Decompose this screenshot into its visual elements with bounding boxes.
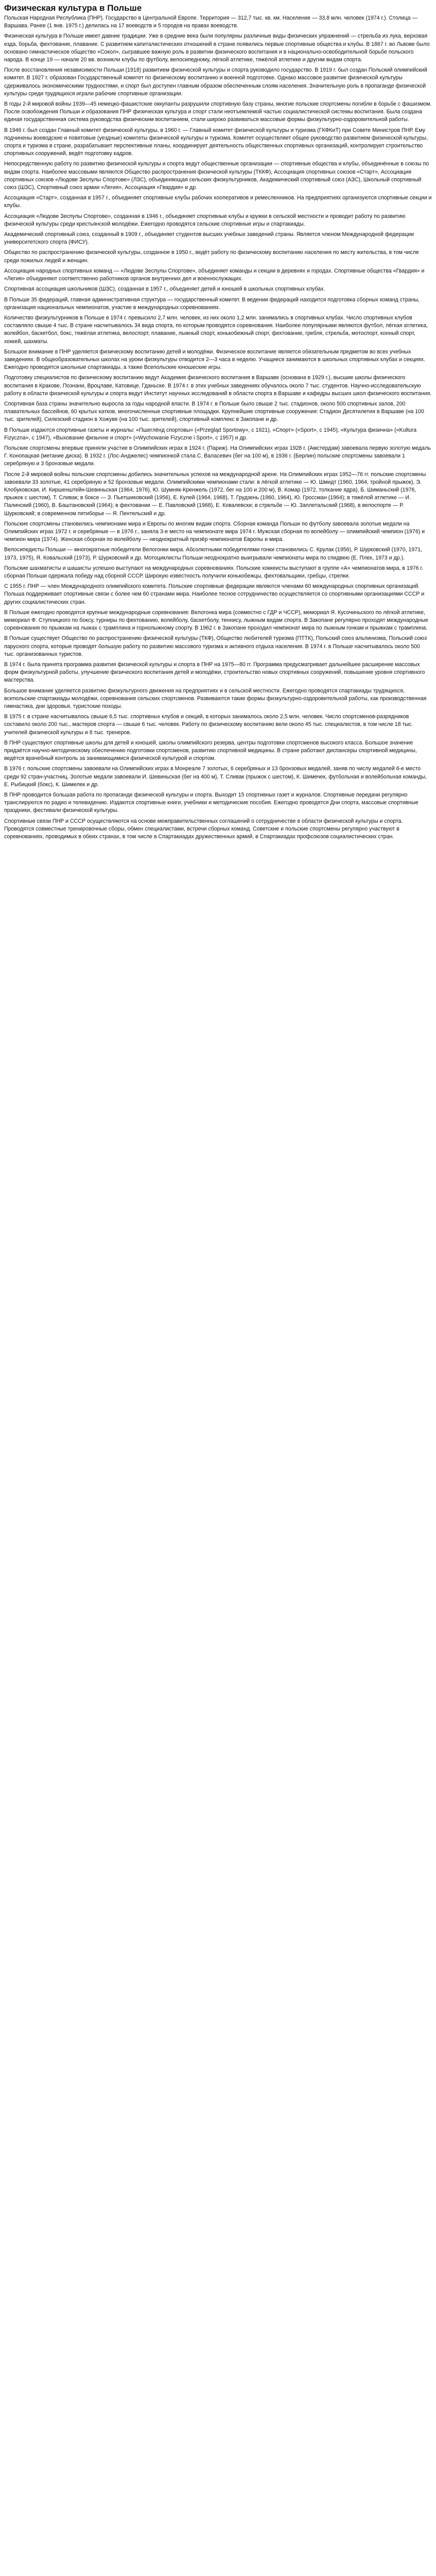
article-paragraph: В 1974 г. была принята программа развития физической культуры и спорта в ПНР на 1975—80 гг. Программа предусматривает дальнейшее расширение массовых форм физкультурной работы, улучшение физического воспитания детей и молодёжи, строительство новых спортивных сооружений, повышение уровня спортивного мастерства.	[4, 662, 425, 684]
article-paragraph: В Польше существует Общество по распространению физической культуры (ТКФ), Общество любителей туризма (ПТТК), Польский союз альпинизма, Польский союз парусного спорта, которые проводят большую работу по развитию массового туризма и активного отдыха населения. В 1974 г. в Польше насчитывалось около 500 тыс. организованных туристов.	[4, 635, 427, 657]
article-paragraph: В 1976 г. польские спортсмены завоевали на Олимпийских играх в Монреале 7 золотых, 6 серебряных и 13 бронзовых медалей, заняв по числу медалей 6-е место среди 92 стран-участниц. Золотые медали завоевали И. Шевиньская (бег на 400 м), Т. Сливак (прыжок с шестом), К. Шимечек, футбольная и волейбольная команды, Е. Рыбицкий (бокс), К. Шимелек и др.	[4, 766, 427, 788]
article-paragraph: Физическая культура в Польше имеет давние традиции. Уже в средние века были популярны различные виды физических упражнений — стрельба из лука, верховая езда, борьба, фехтование, плавание. С развитием капиталистических отношений в стране появились первые спортивные общества и клубы. В 1867 г. во Львове было основано гимнастическое общество «Сокол», сыгравшее важную роль в развитии физического воспитания и в национально-освободительной борьбе польского народа. В конце 19 — начале 20 вв. возникли клубы по футболу, велосипедному, лёгкой атлетике, тяжёлой атлетике и другим видам спорта.	[4, 33, 430, 63]
article-paragraph: Польские шахматисты и шашисты успешно выступают на международных соревнованиях. Польские хоккеисты выступают в группе «А» чемпионатов мира, в 1976 г. сборная Польши одержала победу над сборной СССР. Широкую известность получили конькобежцы, фехтовальщики, гребцы, стрелки.	[4, 565, 423, 579]
article-paragraph: Подготовку специалистов по физическому воспитанию ведут Академия физического воспитания в Варшаве (основана в 1929 г.), высшие школы физического воспитания в Кракове, Познани, Вроцлаве, Катовице, Гданьске. В 1974 г. в этих учебных заведениях обучалось около 7 тыс. студентов. Научно-исследовательскую работу в области физической культуры и спорта ведут Институт научных исследований в области спорта в Варшаве и кафедры высших школ физического воспитания.	[4, 375, 432, 397]
article-paragraph: Общество по распространению физической культуры, созданное в 1950 г., ведёт работу по физическому воспитанию населения по месту жительства, в том числе среди пожилых людей и женщин.	[4, 249, 419, 264]
article-paragraph: Непосредственную работу по развитию физической культуры и спорта ведут общественные организации — спортивные общества и клубы, объединённые в союзы по видам спорта. Наиболее массовыми являются Общество распространения физической культуры (ТККФ), Ассоциация спортивных союзов «Старт», Ассоциация спортивных союзов «Людове Зеспулы Спортове» (ЛЗС), объединяющая сельских физкультурников, Академический спортивный союз (АЗС), Школьный спортивный союз (ШЗС), Спортивный союз армии «Легия», Ассоциация «Гвардия» и др.	[4, 161, 429, 191]
article-paragraph: Польские спортсмены становились чемпионами мира и Европы по многим видам спорта. Сборная команда Польши по футболу завоевала золотые медали на Олимпийских играх 1972 г. и серебряные — в 1976 г., заняла 3-е место на чемпионате мира 1974 г. Мужская сборная по волейболу — олимпийский чемпион (1976) и чемпион мира (1974). Женская сборная по волейболу — неоднократный призёр чемпионатов Европы и мира.	[4, 520, 425, 543]
article-paragraph: После 2-й мировой войны польские спортсмены добились значительных успехов на международной арене. На Олимпийских играх 1952—76 гг. польские спортсмены завоевали 33 золотые, 41 серебряную и 52 бронзовые медали. Олимпийскими чемпионами стали: в лёгкой атлетике — Ю. Шмидт (1960, 1964, тройной прыжок), Э. Клобуковская, И. Киршенштейн-Шевиньская (1964, 1976), Ю. Шумняк-Кренжель (1972, бег на 100 и 200 м), В. Комар (1972, толкание ядра), Б. Шиманьский (1976, прыжок с шестом), Т. Сливак; в боксе — З. Пьетшиковский (1956), Е. Кулей (1964, 1968), Т. Грудзень (1960, 1964), Ю. Гроссман (1964); в тяжёлой атлетике — И. Палинский (1960), В. Баштановский (1964); в фехтовании — Е. Павловский (1968), Е. Ковалевски; в стрельбе — Ю. Заплетальский (1968), в велоспорте — Р. Шурковский; в современном пятиборье — Я. Пентельский и др.	[4, 471, 426, 517]
article-paragraph: Ассоциация народных спортивных команд — «Людове Зеспулы Спортове», объединяет команды и секции в деревнях и городах. Спортивные общества «Гвардия» и «Легия» объединяют соответственно работников органов внутренних дел и военнослужащих.	[4, 267, 425, 282]
article-paragraph: Ассоциация «Старт», созданная в 1957 г., объединяет спортивные клубы рабочих кооперативов и ремесленников. На предприятиях организуются спортивные секции и клубы.	[4, 195, 432, 209]
article-paragraph: Большое внимание в ПНР уделяется физическому воспитанию детей и молодёжи. Физическое воспитание является обязательным предметом во всех учебных заведениях. В общеобразовательных школах на уроки физкультуры отводится 2—3 часа в неделю. Учащиеся занимаются в школьных спортивных клубах и секциях. Ежегодно проводятся школьные спартакиады, а также Всепольские юношеские игры.	[4, 348, 425, 371]
article-paragraph: Польская Народная Республика (ПНР). Государство в Центральной Европе. Территория — 312,7 тыс. кв. км. Население — 33,8 млн. человек (1974 г.). Столица — Варшава. Ранее (1 янв. 1975 г.) делилась на 17 воеводств и 5 городов на правах воеводств.	[4, 15, 418, 29]
article-paragraph: В ПНР существуют спортивные школы для детей и юношей, школы олимпийского резерва, центры подготовки спортсменов высокого класса. Большое значение придаётся научно-методическому обеспечению подготовки спортсменов, развитию спортивной медицины. В стране работают диспансеры спортивной медицины, ведётся врачебный контроль за занимающимися физической культурой и спортом.	[4, 739, 417, 762]
article-paragraph: Польские спортсмены впервые приняли участие в Олимпийских играх в 1924 г. (Париж). На Олимпийских играх 1928 г. (Амстердам) завоевала первую золотую медаль Г. Конопацкая (метание диска). В 1932 г. (Лос-Анджелес) чемпионкой стала С. Валасевич (бег на 100 м), в 1936 г. (Берлин) польские спортсмены завоевали 1 серебряную и 3 бронзовые медали.	[4, 445, 431, 467]
article-paragraph: Ассоциация «Людове Зеспулы Спортове», созданная в 1946 г., объединяет спортивные клубы и кружки в сельской местности и проводит работу по развитию физической культуры среди крестьянской молодёжи. Ежегодно проводятся сельские спортивные игры и спартакиады.	[4, 213, 406, 227]
article-body	[4, 14, 432, 841]
article-paragraph: В 1946 г. был создан Главный комитет физической культуры, в 1960 г. — Главный комитет физической культуры и туризма (ГКФКиТ) при Совете Министров ПНР. Ему подчинены воеводские и повятовые (уездные) комитеты физической культуры и туризма. Комитет осуществляет общее руководство развитием физической культуры, спорта и туризма в стране, разрабатывает перспективные планы, координирует деятельность общественных спортивных организаций, контролирует строительство спортивных сооружений, ведёт подготовку кадров.	[4, 127, 428, 157]
article-paragraph: В Польше 35 федераций, главная административная структура — государственный комитет. В ведении федераций находится подготовка сборных команд страны, организация национальных чемпионатов, участие в международных соревнованиях.	[4, 296, 420, 311]
article-paragraph: В Польше издаются спортивные газеты и журналы: «Пшеглёнд спортовы» («Przegląd Sportowy», с 1921), «Спорт» («Sport», с 1945), «Культура физична» («Kultura Fizyczna», с 1947), «Выхование физычне и спорт» («Wychowanie Fizyczne i Sport», с 1957) и др.	[4, 427, 417, 441]
article-paragraph: С 1955 г. ПНР — член Международного олимпийского комитета. Польские спортивные федерации являются членами 60 международных спортивных организаций. Польша поддерживает спортивные связи с более чем 60 странами мира. Наиболее тесное сотрудничество осуществляется со спортивными организациями СССР и других социалистических стран.	[4, 583, 425, 605]
article-paragraph: Спортивная ассоциация школьников (ШЗС), созданная в 1957 г., объединяет детей и юношей в школьных спортивных клубах.	[4, 286, 325, 293]
article-paragraph: В ПНР проводится большая работа по пропаганде физической культуры и спорта. Выходит 15 спортивных газет и журналов. Спортивные передачи регулярно транслируются по радио и телевидению. Издаются спортивные книги, учебники и методические пособия. Ежегодно проводятся Дни спорта, массовые спортивные праздники, фестивали физической культуры.	[4, 792, 418, 814]
article-paragraph: В годы 2-й мировой войны 1939—45 немецко-фашистские оккупанты разрушили спортивную базу страны, многие польские спортсмены погибли в борьбе с фашизмом. После освобождения Польши и образования ПНР физическая культура и спорт стали неотъемлемой частью социалистической системы воспитания. Была создана единая государственная система руководства физическим воспитанием, стали широко развиваться массовые формы физкультурно-оздоровительной работы.	[4, 101, 432, 123]
article-paragraph: В Польше ежегодно проводятся крупные международные соревнования: Велогонка мира (совместно с ГДР и ЧССР), мемориал Я. Кусочиньского по лёгкой атлетике, мемориал Ф. Ступницкого по боксу, турниры по фехтованию, волейболу, баскетболу, теннису, лыжным видам спорта. В Закопане регулярно проходят международные соревнования по прыжкам на лыжах с трамплина и горнолыжному спорту. В 1962 г. в Закопане проходил чемпионат мира по лыжным гонкам и прыжкам с трамплина.	[4, 609, 428, 632]
article-paragraph: В 1975 г. в стране насчитывалось свыше 6,5 тыс. спортивных клубов и секций, в которых занималось около 2,5 млн. человек. Число спортсменов-разрядников составило около 200 тыс., мастеров спорта — свыше 6 тыс. человек. Работу по физическому воспитанию вели около 45 тыс. специалистов, в том числе 18 тыс. учителей физической культуры и 8 тыс. тренеров.	[4, 714, 413, 736]
article-paragraph: Большое внимание уделяется развитию физкультурного движения на предприятиях и в сельской местности. Ежегодно проводятся спартакиады трудящихся, всепольские спартакиады молодёжи, соревнования сельских спортсменов. Развиваются такие формы физкультурно-оздоровительной работы, как производственная гимнастика, дни здоровья, туристские походы.	[4, 687, 427, 710]
article-paragraph: Количество физкультурников в Польше в 1974 г. превысило 2,7 млн. человек, из них около 1,2 млн. занимались в спортивных клубах. Число спортивных клубов составляло свыше 4 тыс. В стране насчитывалось 34 вида спорта, по которым проводятся соревнования. Наиболее популярными являются футбол, лёгкая атлетика, волейбол, баскетбол, бокс, тяжёлая атлетика, велоспорт, плавание, лыжный спорт, конькобежный спорт, фехтование, гребля, стрельба, мотоспорт, конный спорт, хоккей, шахматы.	[4, 314, 428, 345]
article-paragraph: После восстановления независимости Польши (1918) развитием физической культуры и спорта руководило государство. В 1919 г. был создан Польский олимпийский комитет. В 1927 г. образован Государственный комитет по физическому воспитанию и военной подготовке. Однако массовое развитие физической культуры сдерживалось экономическими трудностями, и спорт был доступен главным образом обеспеченным слоям населения. Значительную роль в пропаганде физической культуры среди трудящихся играли рабочие спортивные организации.	[4, 67, 427, 97]
article-title: Физическая культура в Польше	[4, 3, 142, 13]
article-paragraph: Спортивная база страны значительно выросла за годы народной власти. В 1974 г. в Польше было свыше 2 тыс. стадионов, около 500 спортивных залов, 200 плавательных бассейнов, 60 крытых катков, многочисленные спортивные площадки. Крупнейшие спортивные сооружения: Стадион Десятилетия в Варшаве (на 100 тыс. зрителей), Силезский стадион в Хожуве (на 100 тыс. зрителей), спортивный комплекс в Закопане и др.	[4, 400, 424, 423]
article-paragraph: Академический спортивный союз, созданный в 1909 г., объединяет студентов высших учебных заведений страны. Является членом Международной федерации университетского спорта (ФИСУ).	[4, 231, 414, 246]
article-paragraph: Спортивные связи ПНР и СССР осуществляются на основе межправительственных соглашений о сотрудничестве в области физической культуры и спорта. Проводятся совместные тренировочные сборы, обмен специалистами, встречи сборных команд. Советские и польские спортсмены регулярно участвуют в соревнованиях, проводимых в обеих странах, в том числе в Спартакиадах дружественных армий, в Спартакиадах профсоюзов социалистических стран.	[4, 818, 403, 840]
article-paragraph: Велосипедисты Польши — многократные победители Велогонки мира. Абсолютными победителями гонки становились С. Крулак (1956), Р. Шурковский (1970, 1971, 1973, 1975), Я. Ковальский (1973), Р. Шурковский и др. Мотоциклисты Польши неоднократно выигрывали чемпионаты мира по спидвею (Е. Плех, 1973 и др.).	[4, 547, 422, 561]
